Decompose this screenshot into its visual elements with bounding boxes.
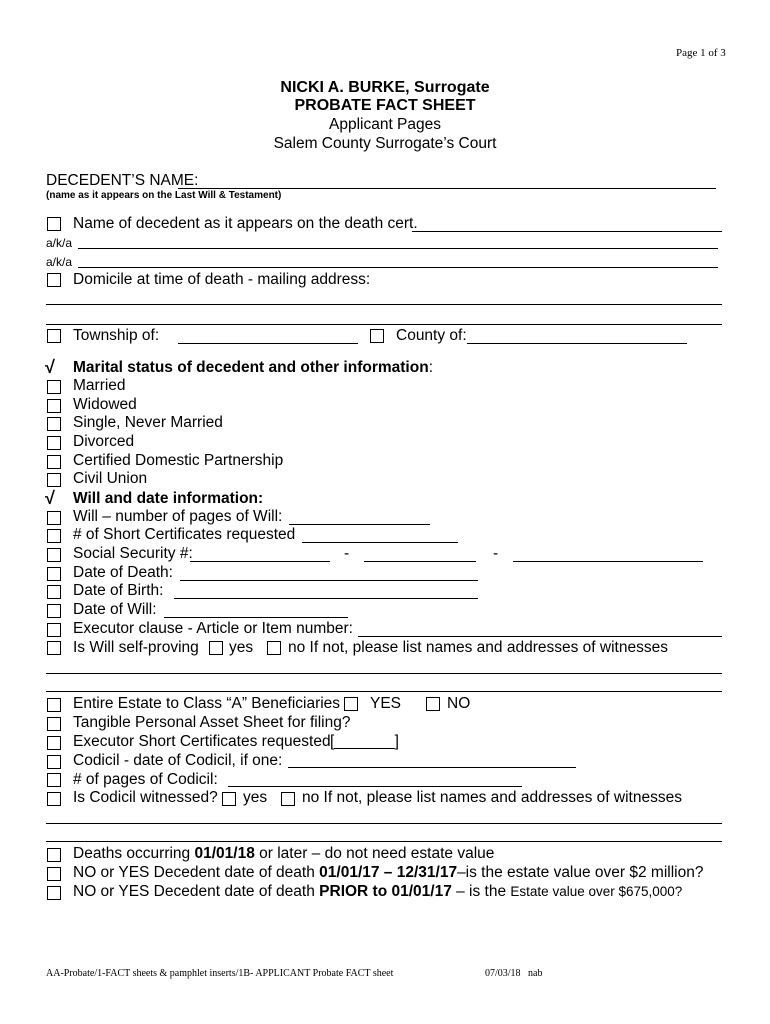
footer-date: 07/03/18 nab <box>485 968 543 979</box>
ssn-dash-1: - <box>344 545 350 562</box>
deaths-2017-checkbox[interactable] <box>47 867 61 881</box>
deaths-2017-dates: 01/01/17 – 12/31/17 <box>319 864 458 881</box>
township-field[interactable] <box>178 343 358 344</box>
will-heading: Will and date information: <box>73 490 264 507</box>
deaths-prior-text-c: – is the <box>451 883 511 900</box>
executor-clause-checkbox[interactable] <box>47 623 61 637</box>
deaths-2017-text-c: –is the estate value over $2 million? <box>457 864 704 881</box>
check-mark-icon: √ <box>45 488 55 508</box>
self-proving-no-checkbox[interactable] <box>267 641 281 655</box>
class-a-checkbox[interactable] <box>47 698 61 712</box>
deaths-2018-text-c: or later – do not need estate value <box>254 845 495 862</box>
codicil-pages-checkbox[interactable] <box>47 773 61 787</box>
decedent-name-label: DECEDENT’S NAME: <box>46 172 199 189</box>
aka-label-2: a/k/a <box>46 255 73 269</box>
deaths-prior-label <box>73 883 682 901</box>
codicil-pages-label: # of pages of Codicil: <box>73 771 218 788</box>
domestic-partnership-label: Certified Domestic Partnership <box>73 452 284 469</box>
aka-field-2[interactable] <box>78 267 718 268</box>
form-title: PROBATE FACT SHEET <box>294 97 476 114</box>
short-certs-field[interactable] <box>302 542 458 543</box>
death-date-checkbox[interactable] <box>47 567 61 581</box>
single-label: Single, Never Married <box>73 414 223 431</box>
deaths-prior-text-d: Estate value over $675,000? <box>510 884 683 899</box>
domicile-checkbox[interactable] <box>47 273 61 287</box>
ssn-checkbox[interactable] <box>47 548 61 562</box>
deaths-prior-text-a: NO or YES Decedent date of death <box>73 883 320 900</box>
domicile-field-1[interactable] <box>46 304 722 305</box>
class-a-label: Entire Estate to Class “A” Beneficiaries <box>73 695 341 712</box>
will-pages-label: Will – number of pages of Will: <box>73 508 283 525</box>
civil-union-checkbox[interactable] <box>47 473 61 487</box>
death-date-field[interactable] <box>180 580 478 581</box>
marital-heading-colon: : <box>428 359 433 376</box>
form-subtitle: Applicant Pages <box>328 116 442 133</box>
codicil-date-label: Codicil - date of Codicil, if one: <box>73 752 283 769</box>
death-date-label: Date of Death: <box>73 564 173 581</box>
death-cert-label: Name of decedent as it appears on the death cert. <box>73 215 418 232</box>
class-a-no-label: NO <box>447 695 471 712</box>
ssn-dash-2: - <box>493 545 499 562</box>
married-checkbox[interactable] <box>47 380 61 394</box>
exec-short-checkbox[interactable] <box>47 736 61 750</box>
divorced-checkbox[interactable] <box>47 436 61 450</box>
township-label: Township of: <box>73 327 160 344</box>
self-proving-checkbox[interactable] <box>47 641 61 655</box>
birth-date-field[interactable] <box>174 598 478 599</box>
codicil-date-field[interactable] <box>288 767 576 768</box>
codicil-no-label: no If not, please list names and addresses of witnesses <box>302 789 682 806</box>
will-pages-field[interactable] <box>289 524 430 525</box>
codicil-pages-field[interactable] <box>228 786 522 787</box>
executor-clause-label: Executor clause - Article or Item number: <box>73 620 353 637</box>
ssn-label: Social Security #: <box>73 545 193 562</box>
county-checkbox[interactable] <box>370 329 384 343</box>
codicil-date-checkbox[interactable] <box>47 755 61 769</box>
deaths-2018-checkbox[interactable] <box>47 848 61 862</box>
self-proving-label: Is Will self-proving <box>73 639 199 656</box>
short-certs-label: # of Short Certificates requested <box>73 526 296 543</box>
civil-union-label: Civil Union <box>73 470 148 487</box>
marital-heading-text: Marital status of decedent and other information <box>73 359 429 376</box>
aka-label-1: a/k/a <box>46 236 73 250</box>
ssn-field-1[interactable] <box>190 561 330 562</box>
executor-clause-field[interactable] <box>358 636 722 637</box>
divorced-label: Divorced <box>73 433 135 450</box>
county-field[interactable] <box>467 343 687 344</box>
ssn-field-2[interactable] <box>364 561 476 562</box>
page-number: Page 1 of 3 <box>676 47 726 59</box>
court-name: Salem County Surrogate’s Court <box>273 135 497 152</box>
self-proving-no-label: no If not, please list names and addresses of witnesses <box>288 639 668 656</box>
codicil-witnesses-field-1[interactable] <box>46 823 722 824</box>
will-date-field[interactable] <box>164 617 348 618</box>
codicil-yes-checkbox[interactable] <box>222 792 236 806</box>
class-a-no-checkbox[interactable] <box>426 697 440 711</box>
tangible-checkbox[interactable] <box>47 717 61 731</box>
surrogate-name: NICKI A. BURKE, Surrogate <box>280 79 490 96</box>
aka-field-1[interactable] <box>78 248 718 249</box>
will-pages-checkbox[interactable] <box>47 511 61 525</box>
township-checkbox[interactable] <box>47 329 61 343</box>
domestic-partnership-checkbox[interactable] <box>47 455 61 469</box>
deaths-2017-text-a: NO or YES Decedent date of death <box>73 864 320 881</box>
witnesses-field-2[interactable] <box>46 691 722 692</box>
death-cert-checkbox[interactable] <box>47 217 61 231</box>
deaths-2018-date: 01/01/18 <box>194 845 255 862</box>
witnesses-field-1[interactable] <box>46 673 722 674</box>
county-label: County of: <box>396 327 467 344</box>
birth-date-checkbox[interactable] <box>47 585 61 599</box>
exec-short-field[interactable]: [_______] <box>330 733 399 750</box>
single-checkbox[interactable] <box>47 417 61 431</box>
check-mark-icon: √ <box>45 357 55 377</box>
widowed-checkbox[interactable] <box>47 399 61 413</box>
decedent-name-note: (name as it appears on the Last Will & Testament) <box>46 190 282 201</box>
class-a-yes-label: YES <box>370 695 402 712</box>
deaths-2017-label <box>73 864 703 882</box>
deaths-2018-label <box>73 845 494 863</box>
self-proving-yes-label: yes <box>229 639 254 656</box>
self-proving-yes-checkbox[interactable] <box>209 641 223 655</box>
codicil-witnessed-label: Is Codicil witnessed? <box>73 789 218 806</box>
short-certs-checkbox[interactable] <box>47 529 61 543</box>
codicil-no-checkbox[interactable] <box>281 792 295 806</box>
ssn-field-3[interactable] <box>513 561 703 562</box>
codicil-yes-label: yes <box>243 789 268 806</box>
codicil-witnessed-checkbox[interactable] <box>47 792 61 806</box>
footer-path: AA-Probate/1-FACT sheets & pamphlet inserts/1B- APPLICANT Probate FACT sheet <box>46 968 394 979</box>
decedent-name-field[interactable] <box>178 188 716 189</box>
domicile-field-2[interactable] <box>46 324 722 325</box>
deaths-2018-text-a: Deaths occurring <box>73 845 195 862</box>
birth-date-label: Date of Birth: <box>73 582 164 599</box>
death-cert-field[interactable] <box>412 231 722 232</box>
domicile-label: Domicile at time of death - mailing address: <box>73 271 371 288</box>
will-date-label: Date of Will: <box>73 601 157 618</box>
codicil-witnesses-field-2[interactable] <box>46 841 722 842</box>
widowed-label: Widowed <box>73 396 137 413</box>
class-a-yes-checkbox[interactable] <box>344 697 358 711</box>
deaths-prior-date: PRIOR to 01/01/17 <box>319 883 452 900</box>
exec-short-label: Executor Short Certificates requested <box>73 733 331 750</box>
married-label: Married <box>73 377 126 394</box>
marital-heading <box>73 359 433 377</box>
tangible-label: Tangible Personal Asset Sheet for filing? <box>73 714 351 731</box>
deaths-prior-checkbox[interactable] <box>47 886 61 900</box>
will-date-checkbox[interactable] <box>47 604 61 618</box>
